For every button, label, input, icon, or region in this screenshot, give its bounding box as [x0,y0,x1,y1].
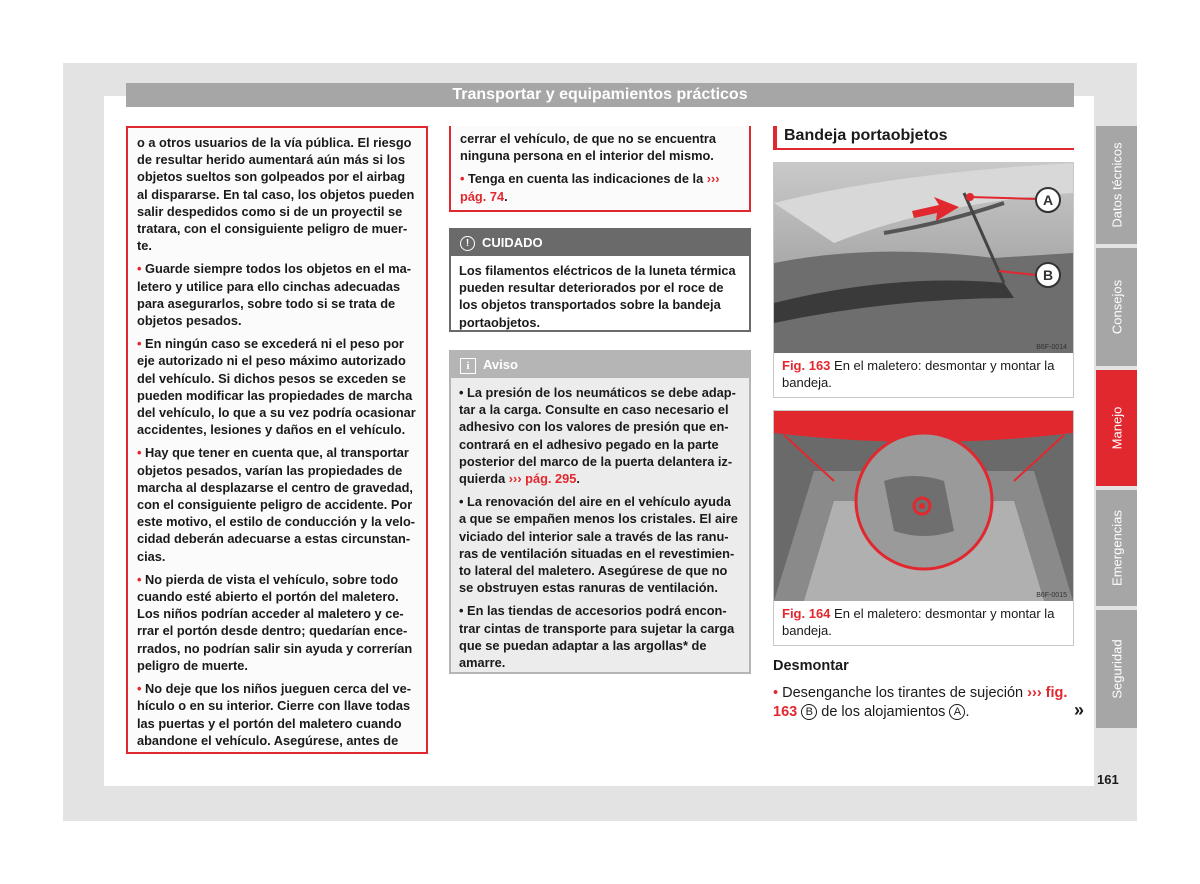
figure-164 [773,410,1074,646]
figure-reference-link[interactable]: ››› fig. 163 [773,685,1068,720]
warning-paragraph: • No deje que los niños jueguen cerca del ve-hículo o en su interior. Cierre con llave todas las puertas y el portón del maletero cuando abandone el vehículo. Asegúrese, antes de [137,681,412,748]
warning-paragraph: • En ningún caso se excederá ni el peso por eje autorizado ni el peso máximo autorizado del vehículo. Si dichos pesos se exceden se pueden modificar las propiedades de marcha del vehículo, lo que a su vez podría ocasionar accidentes, lesiones y daños en el vehículo. [137,336,416,438]
continue-arrow-icon: » [1074,700,1085,720]
tab-emergencias[interactable]: Emergencias [1096,490,1137,606]
figure-code: B6F-0014 [1036,344,1067,351]
instruction-step: • Desenganche los tirantes de sujeción ››› fig. 163 B de los alojamientos A . [773,685,1068,720]
info-icon: i [460,358,476,374]
figure-163 [773,162,1074,398]
exclamation-icon: ! [460,236,475,251]
note-item: • La renovación del aire en el vehículo ayuda a que se empañen menos los cristales. El aire viciado del interior sale a través de las ranu-ras de ventilación situadas en el revestimien-to lateral del maletero. Asegúrese de que no se obstruyen estas ranuras de ventilación. [459,494,738,596]
page-number: 161 [1097,772,1119,787]
trunk-interior-illustration [774,411,1073,601]
section-title: Bandeja portaobjetos [773,126,1074,150]
page-reference-link[interactable]: ››› pág. 295 [508,471,577,487]
figure-code: B6F-0015 [1036,592,1067,599]
caution-header: ! CUIDADO [451,230,749,256]
caution-text: Los filamentos eléctricos de la luneta térmica pueden resultar deteriorados por el roce de los objetos transportados sobre la bandeja portaobjetos. [459,263,736,330]
figure-label: Fig. 164 [782,606,831,621]
callout-a-icon: A [949,704,965,720]
note-box [449,350,751,674]
warning-box-end: cerrar el vehículo, de que no se encuentra ninguna persona en el interior del mismo. • Tenga en cuenta las indicaciones de la ››› pág. 74. [449,126,751,212]
warning-paragraph: • Guarde siempre todos los objetos en el ma-letero y utilice para ello cinchas adecuadas para asegurarlos, sobre todo si se trata de objetos pesados. [137,261,412,329]
figure-caption: Fig. 164 En el maletero: desmontar y montar la bandeja. [782,606,1055,638]
figure-caption: Fig. 163 En el maletero: desmontar y montar la bandeja. [782,358,1055,390]
tab-manejo[interactable]: Manejo [1096,370,1137,486]
callout-b: B [1042,267,1054,283]
warning-paragraph: • Hay que tener en cuenta que, al transportar objetos pesados, varían las propiedades de marcha al desplazarse el centro de gravedad, con el consiguiente peligro de accidente. Por este motivo, el estilo de conducción y la velo-cidad deberán adecuarse a estas circunstan-cias. [137,445,416,564]
warning-box-continued [126,126,428,754]
tab-consejos[interactable]: Consejos [1096,248,1137,366]
chapter-header: Transportar y equipamientos prácticos [126,83,1074,107]
figure-label: Fig. 163 [782,358,831,373]
tab-seguridad[interactable]: Seguridad [1096,610,1137,728]
tab-datos-tecnicos[interactable]: Datos técnicos [1096,126,1137,244]
page-reference-link[interactable]: ››› pág. 74 [460,171,720,204]
trunk-lid-illustration [774,163,1073,353]
subsection-title: Desmontar [773,658,849,674]
warning-paragraph: o a otros usuarios de la vía pública. El riesgo de resultar herido aumentará aún más si los objetos sueltos son golpeados por el airbag al dispararse. En tal caso, los objetos pueden salir despedidos como si de un proyectil se tratara, con el consiguiente peligro de muer-te. [137,135,415,254]
caution-box [449,228,751,332]
callout-b-icon: B [801,704,817,720]
note-header: i Aviso [451,352,749,378]
note-item: • En las tiendas de accesorios podrá encon-trar cintas de transporte para sujetar la carga que se puedan adaptar a las argollas* de amarre. [459,603,735,671]
warning-paragraph: • No pierda de vista el vehículo, sobre todo cuando esté abierto el portón del maletero. Los niños podrían acceder al maletero y ce-rrar el portón desde dentro; quedarían ence-rrados, no podrían salir sin ayuda y correrían peligro de muerte. [137,571,413,673]
note-item: • La presión de los neumáticos se debe adap-tar a la carga. Consulte en caso necesario el adhesivo con los valores de presión que en-contrará en el adhesivo pegado en la parte posterior del marco de la puerta delantera iz-quierda ››› pág. 295. [459,385,736,487]
callout-a: A [1042,192,1054,208]
